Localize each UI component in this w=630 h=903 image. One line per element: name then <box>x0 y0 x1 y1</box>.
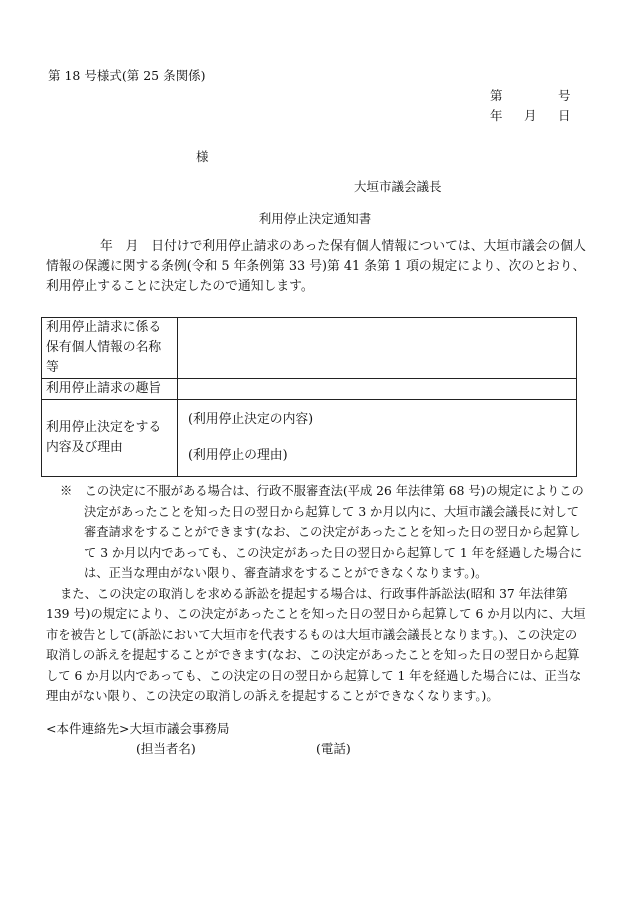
sender-name: 大垣市議会議長 <box>354 179 442 194</box>
row2-value <box>178 379 577 400</box>
date-year: 年 <box>490 108 503 123</box>
date-day: 日 <box>558 108 571 123</box>
row3-label: 利用停止決定をする内容及び理由 <box>42 400 178 477</box>
doc-number-prefix: 第 <box>490 88 503 103</box>
note-paragraph-1 <box>46 481 586 584</box>
table-row <box>42 318 577 379</box>
note-marker: ※ <box>60 484 73 498</box>
row1-value <box>178 318 577 379</box>
row3-sub-decision: (利用停止決定の内容) <box>188 412 314 427</box>
form-number: 第 18 号様式(第 25 条関係) <box>48 68 206 83</box>
contact-label: <本件連絡先>大垣市議会事務局 <box>46 721 230 736</box>
doc-number-suffix: 号 <box>558 88 571 103</box>
row2-label: 利用停止請求の趣旨 <box>42 379 178 400</box>
contact-person: (担当者名) <box>136 741 196 756</box>
body-paragraph-text: 年 月 日付けで利用停止請求のあった保有個人情報については、大垣市議会の個人情報の保護に関する条例(令和 5 年条例第 33 号)第 41 条第 1 項の規定により、次のとおり、利用停止することに決定したので通知します。 <box>46 239 586 294</box>
body-paragraph <box>46 237 586 297</box>
row1-label: 利用停止請求に係る保有個人情報の名称等 <box>42 318 178 379</box>
row3-value <box>178 400 577 477</box>
appeal-note <box>46 481 586 707</box>
date-month: 月 <box>524 108 537 123</box>
recipient-honorific: 様 <box>196 149 209 164</box>
note-paragraph-1-text: この決定に不服がある場合は、行政不服審査法(平成 26 年法律第 68 号)の規定によりこの決定があったことを知った日の翌日から起算して 3 か月以内に、大垣市議会議長に対して審査請求をすることができます(なお、この決定があったことを知った日の翌日から起算して 3 か月以内であっても、この決定があった日の翌日から起算して 1 年を経過した場合には、正当な理由がない限り、審査請求をすることができなくなります。)。 <box>84 484 584 580</box>
contact-phone: (電話) <box>316 741 351 756</box>
info-table <box>41 317 577 477</box>
row3-sub-reason: (利用停止の理由) <box>188 448 288 463</box>
table-row <box>42 379 577 400</box>
document-title: 利用停止決定通知書 <box>258 211 372 226</box>
note-paragraph-2: また、この決定の取消しを求める訴訟を提起する場合は、行政事件訴訟法(昭和 37 年法律第 139 号)の規定により、この決定があったことを知った日の翌日から起算して 6 か月以内に、大垣市を被告として(訴訟において大垣市を代表するものは大垣市議会議長となります。)、この決定の取消しの訴えを提起することができます(なお、この決定があったことを知った日の翌日から起算して 6 か月以内であっても、この決定の日の翌日から起算して 1 年を経過した場合には、正当な理由がない限り、この決定の取消しの訴えを提起することができなくなります。)。 <box>46 586 586 703</box>
table-row <box>42 400 577 477</box>
